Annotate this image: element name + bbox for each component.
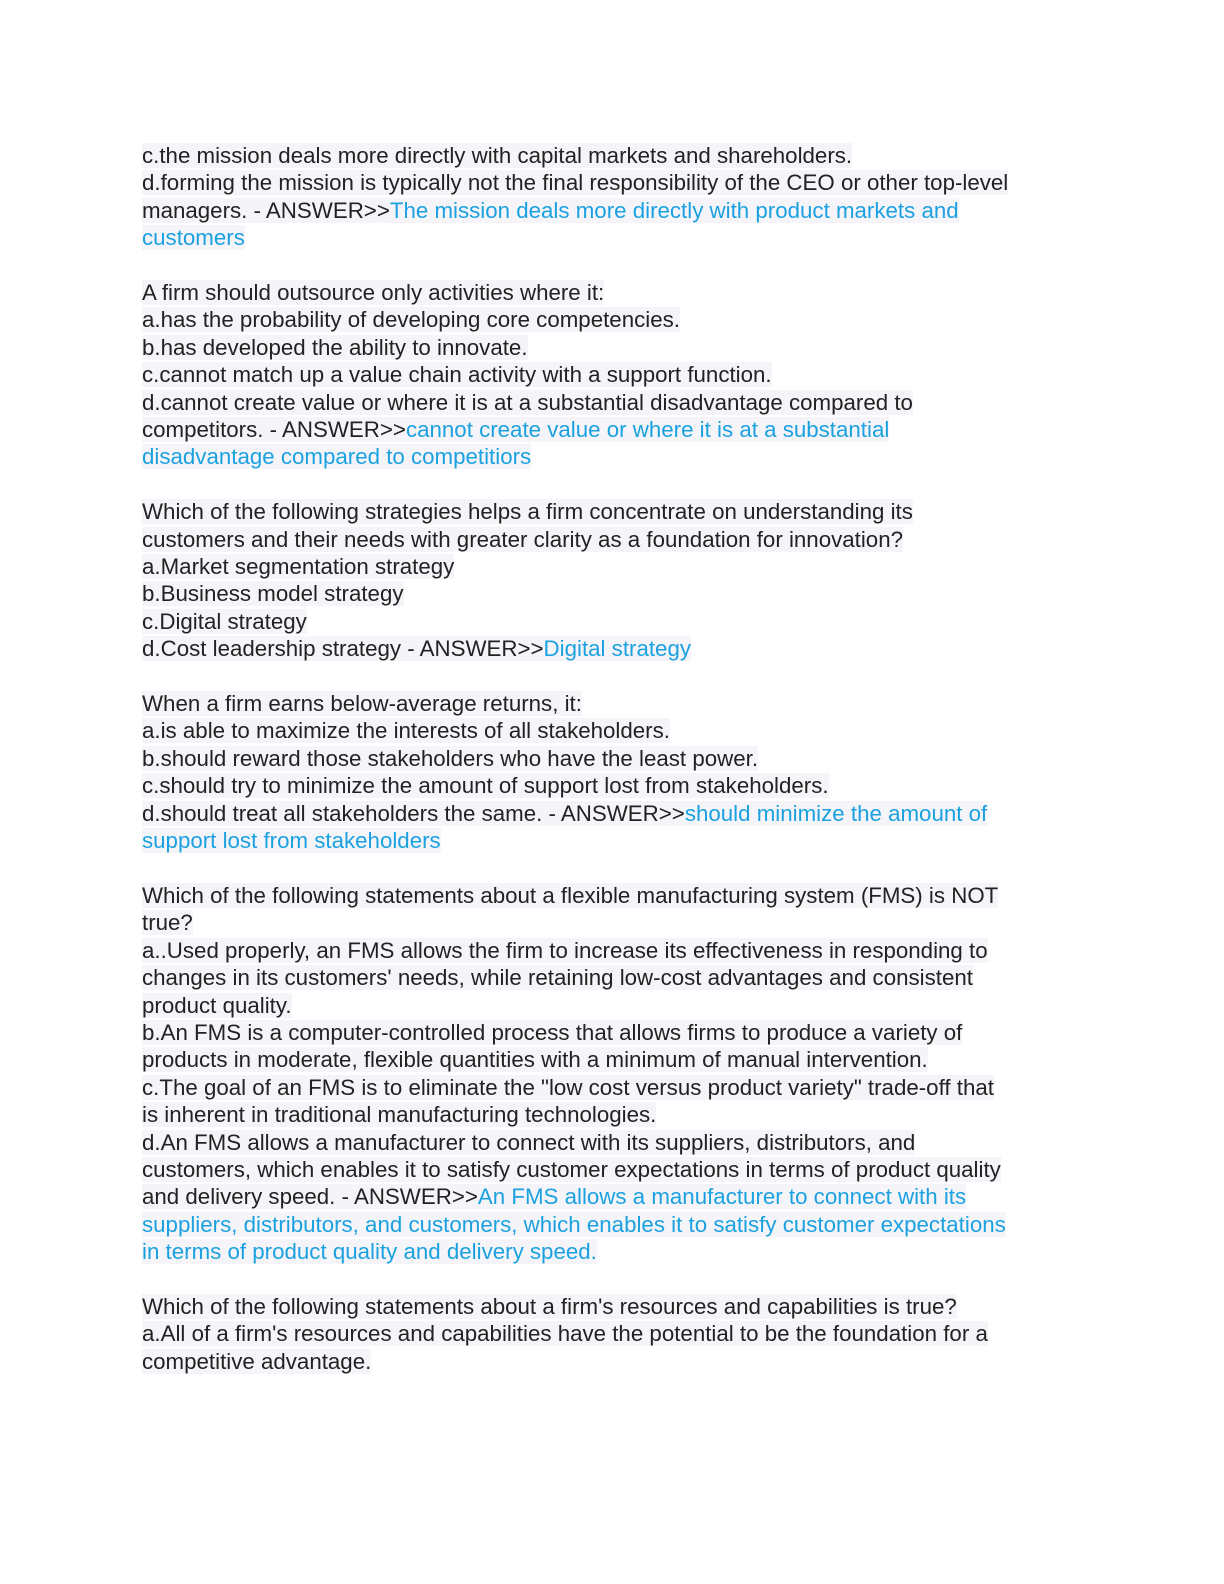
- question-block: [142, 279, 1072, 471]
- option-b: [142, 1019, 1072, 1046]
- option-d: [142, 635, 1072, 662]
- question-text: [142, 690, 1072, 717]
- text-line: [142, 416, 1072, 443]
- question-text: [142, 882, 1072, 909]
- option-a: [142, 717, 1072, 744]
- text-line: [142, 169, 1072, 196]
- text-line: [142, 827, 1072, 854]
- line-text: products in moderate, flexible quantities with a minimum of manual intervention.: [142, 1047, 928, 1073]
- option-a: [142, 992, 1072, 1019]
- question-text: [142, 526, 1072, 553]
- paragraph-gap: [142, 855, 1072, 882]
- paragraph-gap: [142, 471, 1072, 498]
- option-d: [142, 1156, 1072, 1183]
- option-b: [142, 745, 1072, 772]
- line-text: customers and their needs with greater clarity as a foundation for innovation?: [142, 526, 904, 552]
- option-a: [142, 964, 1072, 991]
- line-text: a.All of a firm's resources and capabilities have the potential to be the foundation for a: [142, 1321, 988, 1347]
- line-text: customers, which enables it to satisfy customer expectations in terms of product quality: [142, 1156, 1001, 1182]
- line-text: When a firm earns below-average returns, it:: [142, 691, 582, 717]
- line-text: d.An FMS allows a manufacturer to connect with its suppliers, distributors, and: [142, 1129, 916, 1155]
- question-block: [142, 1293, 1072, 1375]
- line-text: a.is able to maximize the interests of all stakeholders.: [142, 718, 670, 744]
- line-text: d.Cost leadership strategy - ANSWER>>: [142, 636, 544, 662]
- question-text: [142, 498, 1072, 525]
- line-text: b.An FMS is a computer-controlled process that allows firms to produce a variety of: [142, 1019, 963, 1045]
- line-text: A firm should outsource only activities where it:: [142, 280, 605, 306]
- text-line: [142, 197, 1072, 224]
- option-a: [142, 1320, 1072, 1347]
- line-text: d.cannot create value or where it is at a substantial disadvantage compared to: [142, 389, 913, 415]
- option-b: [142, 1046, 1072, 1073]
- line-text: Which of the following strategies helps a firm concentrate on understanding its: [142, 499, 913, 525]
- answer-text: should minimize the amount of: [684, 800, 988, 826]
- option-a: [142, 937, 1072, 964]
- option-c: [142, 772, 1072, 799]
- answer-text: The mission deals more directly with product markets and: [389, 197, 959, 223]
- text-line: [142, 1238, 1072, 1265]
- paragraph-gap: [142, 663, 1072, 690]
- line-text: competitive advantage.: [142, 1348, 372, 1374]
- question-text: [142, 909, 1072, 936]
- question-text: [142, 279, 1072, 306]
- option-a: [142, 1348, 1072, 1375]
- line-text: b.should reward those stakeholders who have the least power.: [142, 745, 759, 771]
- text-line: [142, 1211, 1072, 1238]
- line-text: changes in its customers' needs, while retaining low-cost advantages and consistent: [142, 965, 973, 991]
- line-text: Which of the following statements about a flexible manufacturing system (FMS) is NOT: [142, 882, 999, 908]
- line-text: c.Digital strategy: [142, 608, 307, 634]
- option-a: [142, 306, 1072, 333]
- option-d: [142, 1183, 1072, 1210]
- question-block: [142, 142, 1072, 252]
- answer-text: disadvantage compared to competitiors: [142, 444, 532, 470]
- paragraph-gap: [142, 252, 1072, 279]
- answer-text: Digital strategy: [543, 636, 691, 662]
- line-text: c.should try to minimize the amount of support lost from stakeholders.: [142, 773, 829, 799]
- question-text: [142, 1293, 1072, 1320]
- answer-text: support lost from stakeholders: [142, 828, 441, 854]
- line-text: b.has developed the ability to innovate.: [142, 334, 528, 360]
- line-text: is inherent in traditional manufacturing technologies.: [142, 1102, 657, 1128]
- line-text: managers. - ANSWER>>: [142, 197, 390, 223]
- option-d: [142, 800, 1072, 827]
- option-d: [142, 1129, 1072, 1156]
- question-block: [142, 882, 1072, 1266]
- line-text: c.cannot match up a value chain activity with a support function.: [142, 362, 772, 388]
- line-text: d.should treat all stakeholders the same. - ANSWER>>: [142, 800, 685, 826]
- line-text: a.has the probability of developing core competencies.: [142, 307, 680, 333]
- line-text: a..Used properly, an FMS allows the firm to increase its effectiveness in responding to: [142, 937, 988, 963]
- line-text: a.Market segmentation strategy: [142, 554, 455, 580]
- option-b: [142, 334, 1072, 361]
- answer-text: cannot create value or where it is at a substantial: [405, 417, 890, 443]
- option-d: [142, 389, 1072, 416]
- line-text: c.The goal of an FMS is to eliminate the "low cost versus product variety" trade-off that: [142, 1074, 994, 1100]
- line-text: and delivery speed. - ANSWER>>: [142, 1184, 478, 1210]
- answer-text: in terms of product quality and delivery speed.: [142, 1239, 597, 1265]
- line-text: true?: [142, 910, 193, 936]
- option-c: [142, 1074, 1072, 1101]
- question-block: [142, 690, 1072, 854]
- line-text: Which of the following statements about a firm's resources and capabilities is true?: [142, 1293, 957, 1319]
- answer-text: customers: [142, 225, 245, 251]
- option-c: [142, 1101, 1072, 1128]
- line-text: competitors. - ANSWER>>: [142, 417, 406, 443]
- line-text: d.forming the mission is typically not the final responsibility of the CEO or other top-level: [142, 170, 1009, 196]
- text-line: [142, 443, 1072, 470]
- paragraph-gap: [142, 1266, 1072, 1293]
- option-b: [142, 580, 1072, 607]
- line-text: b.Business model strategy: [142, 581, 404, 607]
- text-line: [142, 142, 1072, 169]
- option-c: [142, 361, 1072, 388]
- option-c: [142, 608, 1072, 635]
- text-line: [142, 224, 1072, 251]
- answer-text: suppliers, distributors, and customers, which enables it to satisfy customer expectations: [142, 1211, 1006, 1237]
- line-text: c.the mission deals more directly with capital markets and shareholders.: [142, 143, 853, 168]
- line-text: product quality.: [142, 992, 292, 1018]
- option-a: [142, 553, 1072, 580]
- question-block: [142, 498, 1072, 662]
- document-page: [142, 142, 1072, 1375]
- answer-text: An FMS allows a manufacturer to connect with its: [477, 1184, 967, 1210]
